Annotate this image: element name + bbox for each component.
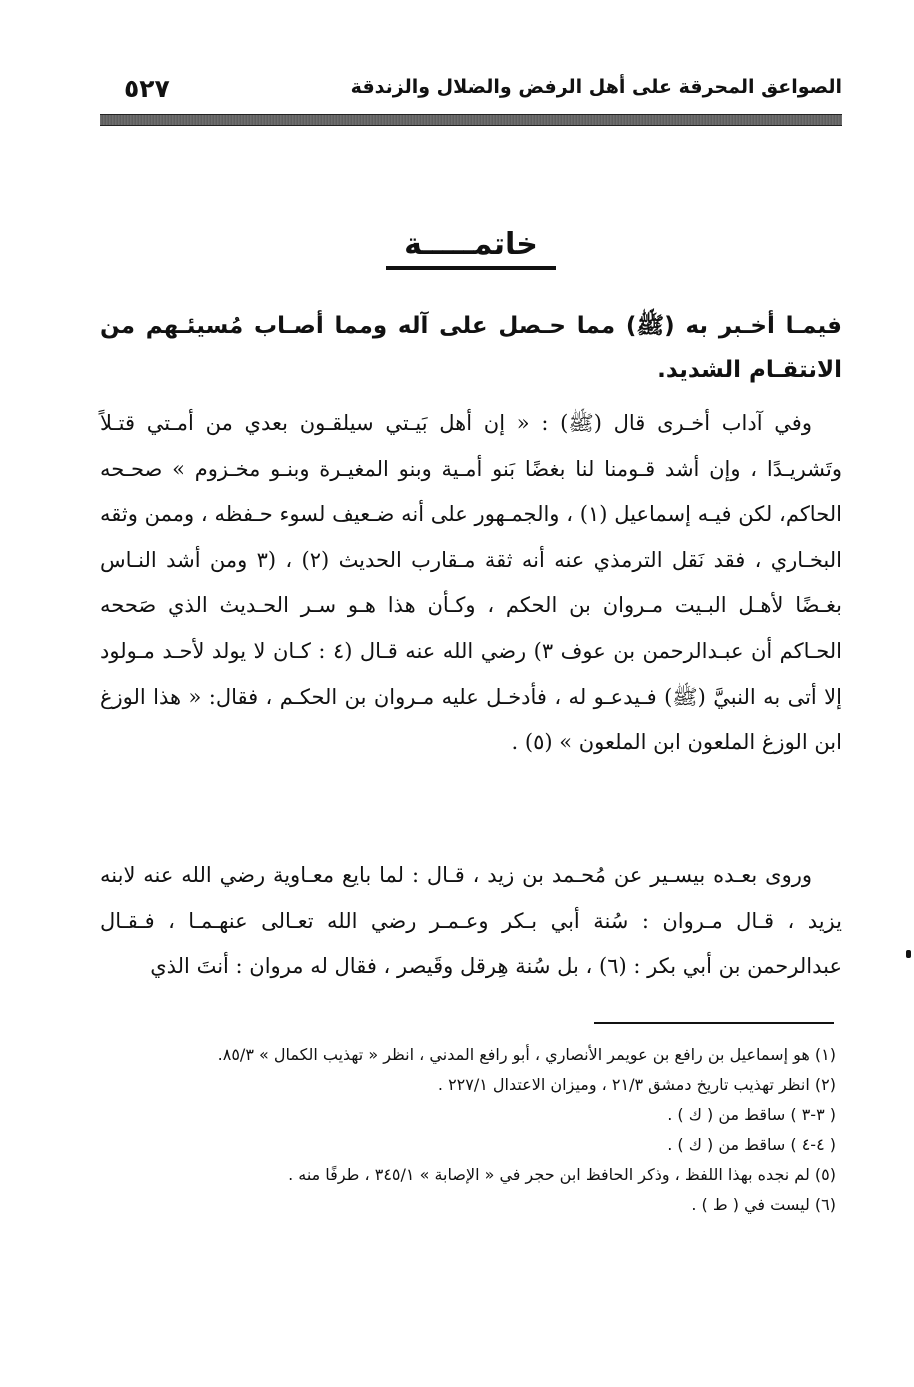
footnote-4: ( ٤-٤ ) ساقط من ( ك ) . [667,1135,836,1154]
footnote-5: (٥) لم نجده بهذا اللفظ ، وذكر الحافظ ابن حجر في « الإصابة » ٣٤٥/١ ، طرفًا منه . [288,1165,836,1184]
footnote-3: ( ٣-٣ ) ساقط من ( ك ) . [667,1105,836,1124]
running-title: الصواعق المحرقة على أهل الرفض والضلال والزندقة [350,76,842,98]
footnotes [100,1040,842,1220]
section-title [100,226,842,270]
footnote-separator [594,1022,834,1024]
margin-mark [906,950,911,958]
header-divider [100,114,842,126]
section-subtitle: فيمـا أخـبر به (ﷺ) مما حـصل على آله ومما أصـاب مُسيئـهم من الانتقـام الشديد. [100,313,842,383]
footnote-2: (٢) انظر تهذيب تاريخ دمشق ٢١/٣ ، وميزان الاعتدال ٢٢٧/١ . [437,1075,836,1094]
section-title-text: خاتمـــــة [386,226,556,270]
page-header [100,66,842,110]
footnote-1: (١) هو إسماعيل بن رافع بن عويمر الأنصاري ، أبو رافع المدني ، انظر « تهذيب الكمال » ٨٥/٣. [217,1045,836,1064]
page-number: ٥٢٧ [124,74,170,103]
footnote-6: (٦) ليست في ( ط ) . [691,1195,836,1214]
paragraph-2: وروى بعـده بيسـير عن مُحـمد بن زيد ، قـال : لما بايع معـاوية رضي الله عنه لابنه يزيد ، قـال مـروان : سُنة أبي بـكر وعـمـر رضي الله تعـالى عنهـمـا ، فـقـال عبدالرحمن بن أبي بكر : (٦) ، بل سُنة هِرقل وقَيصر ، فقال له مروان : أنتَ الذي [100,863,842,979]
paragraph-1: وفي آداب أخـرى قال (ﷺ) : « إن أهل بَيـتي سيلقـون بعدي من أمـتي قتـلاً وتَشريـدًا ، وإن أشد قـومنا لنا بغضًا بَنو أمـية وبنو المغيـرة وبنـو مخـزوم » صحـحه الحاكم، لكن فيـه إسماعيل (١) ، والجمـهور على أنه ضـعيف لسوء حـفظه ، وممن وثقه البخـاري ، فقد نَقل الترمذي عنه أنه ثقة مـقارب الحديث (٢) ، (٣ ومن أشد النـاس بغـضًا لأهـل البـيت مـروان بن الحكم ، وكـأن هذا هـو سـر الحـديث الذي صَححه الحـاكم أن عبـدالرحمن بن عوف ٣) رضي الله عنه قـال (٤ : كـان لا يولد لأحـد مـولود إلا أتى به النبيَّ (ﷺ) فـيدعـو له ، فأدخـل عليه مـروان بن الحكـم ، فقال: « هذا الوزغ ابن الوزغ الملعون ابن الملعون » (٥) . [100,411,842,755]
